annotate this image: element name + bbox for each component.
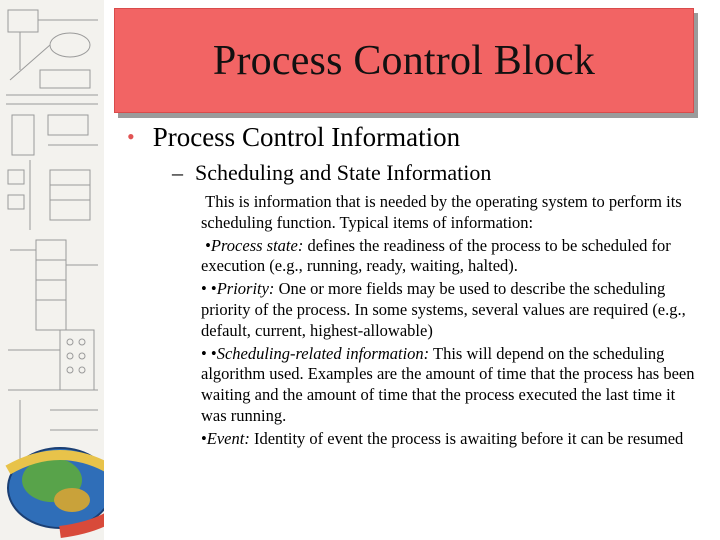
item-bullet: •	[201, 428, 207, 448]
item-bullet: •	[205, 235, 211, 255]
decorative-schematic-strip	[0, 0, 104, 540]
slide-title: Process Control Block	[212, 37, 596, 84]
item-term: Scheduling-related information:	[216, 343, 430, 363]
dash-icon: –	[172, 160, 183, 185]
item-event	[201, 429, 695, 450]
item-process-state	[201, 236, 695, 278]
item-text: One or more fields may be used to describe the scheduling priority of the process. In some systems, several values are required (e.g., default, current, highest-allowable)	[201, 279, 686, 340]
item-bullet: • •	[201, 279, 217, 299]
title-box	[114, 8, 694, 113]
sub-bullet-text: Scheduling and State Information	[195, 160, 492, 185]
body-text-block	[201, 192, 695, 450]
bullet-dot-icon: •	[127, 124, 135, 149]
item-text: Identity of event the process is awaiting before it can be resumed	[249, 428, 684, 448]
item-term: Process state:	[210, 235, 304, 255]
intro-paragraph	[201, 192, 695, 234]
item-text: This will depend on the scheduling algorithm used. Examples are the amount of time that the process has been waiting and the amount of time that the process executed the last time it was running.	[201, 343, 695, 425]
bullet-level-2	[172, 160, 491, 186]
bullet-text: Process Control Information	[152, 122, 461, 152]
intro-text: This is information that is needed by the operating system to perform its scheduling function. Typical items of information:	[201, 192, 682, 232]
item-term: Event:	[206, 428, 250, 448]
item-scheduling-related	[201, 344, 695, 427]
cluster-logo	[0, 420, 104, 540]
item-priority	[201, 279, 695, 341]
bullet-level-1	[127, 122, 460, 153]
item-text: defines the readiness of the process to be scheduled for execution (e.g., running, ready, waiting, halted).	[201, 235, 671, 276]
item-bullet: • •	[201, 343, 217, 363]
item-term: Priority:	[216, 279, 275, 299]
